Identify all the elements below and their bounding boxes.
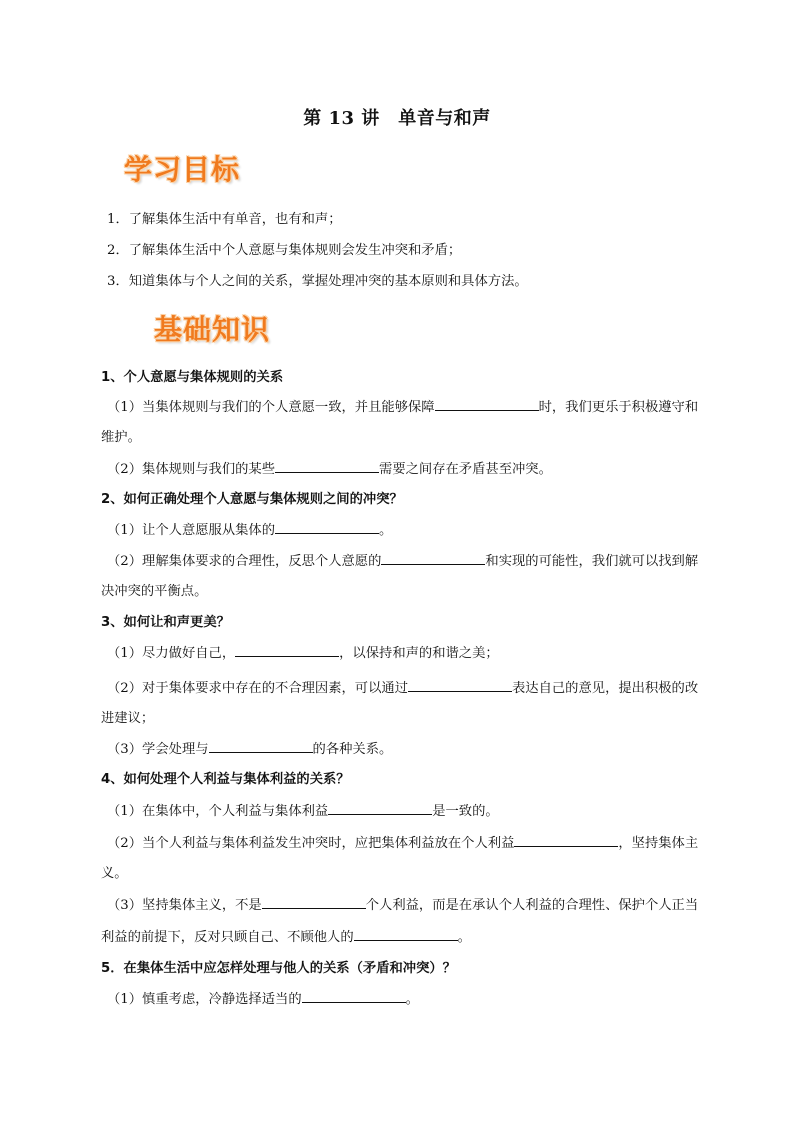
question-line-cont: 维护。 (101, 430, 141, 445)
question-line-cont: 利益的前提下，反对只顾自己、不顾他人的 。 (101, 930, 471, 945)
question-line: （3）坚持集体主义，不是 个人利益，而是在承认个人利益的合理性、保护个人正当 (107, 898, 699, 913)
fill-blank[interactable] (408, 679, 512, 692)
fill-blank[interactable] (354, 928, 458, 941)
question-line: （1）在集体中，个人利益与集体利益 是一致的。 (107, 804, 499, 819)
fill-blank[interactable] (514, 834, 618, 847)
question-line-cont: 义。 (101, 866, 128, 881)
fill-blank[interactable] (262, 896, 366, 909)
question-line: （3）学会处理与 的各种关系。 (107, 742, 393, 757)
section-heading: 2、如何正确处理个人意愿与集体规则之间的冲突？ (101, 492, 403, 507)
question-line: （2）对于集体要求中存在的不合理因素，可以通过 表达自己的意见，提出积极的改 (107, 681, 699, 696)
question-line: （2）当个人利益与集体利益发生冲突时，应把集体利益放在个人利益 ，坚持集体主 (107, 836, 699, 851)
section-heading: 4、如何处理个人利益与集体利益的关系？ (101, 772, 350, 787)
fill-blank[interactable] (381, 552, 485, 565)
fill-blank[interactable] (209, 740, 313, 753)
page-title: 第 13 讲 单音与和声 (303, 108, 491, 129)
question-line: （2）集体规则与我们的某些 需要之间存在矛盾甚至冲突。 (107, 462, 552, 477)
question-line: （2）理解集体要求的合理性，反思个人意愿的 和实现的可能性，我们就可以找到解 (107, 554, 699, 569)
goal-item: 1．了解集体生活中有单音，也有和声； (107, 212, 342, 227)
question-line: （1）尽力做好自己， ，以保持和声的和谐之美； (107, 646, 499, 661)
section-heading: 5．在集体生活中应怎样处理与他人的关系（矛盾和冲突）？ (101, 961, 456, 976)
goal-item: 2．了解集体生活中个人意愿与集体规则会发生冲突和矛盾； (107, 243, 462, 258)
fill-blank[interactable] (435, 398, 539, 411)
basic-knowledge-banner: 基础知识 (154, 313, 271, 346)
goal-item: 3．知道集体与个人之间的关系，掌握处理冲突的基本原则和具体方法。 (107, 274, 528, 289)
question-line: （1）让个人意愿服从集体的 。 (107, 523, 393, 538)
fill-blank[interactable] (275, 460, 379, 473)
question-line-cont: 进建议； (101, 711, 155, 726)
section-heading: 1、个人意愿与集体规则的关系 (101, 370, 284, 385)
fill-blank[interactable] (328, 802, 432, 815)
fill-blank[interactable] (235, 644, 339, 657)
question-line: （1）慎重考虑，冷静选择适当的 。 (107, 992, 419, 1007)
question-line-cont: 决冲突的平衡点。 (101, 584, 208, 599)
question-line: （1）当集体规则与我们的个人意愿一致，并且能够保障 时，我们更乐于积极遵守和 (107, 400, 699, 415)
fill-blank[interactable] (302, 990, 406, 1003)
section-heading: 3、如何让和声更美？ (101, 615, 230, 630)
fill-blank[interactable] (275, 521, 379, 534)
learning-goals-banner: 学习目标 (124, 153, 241, 186)
